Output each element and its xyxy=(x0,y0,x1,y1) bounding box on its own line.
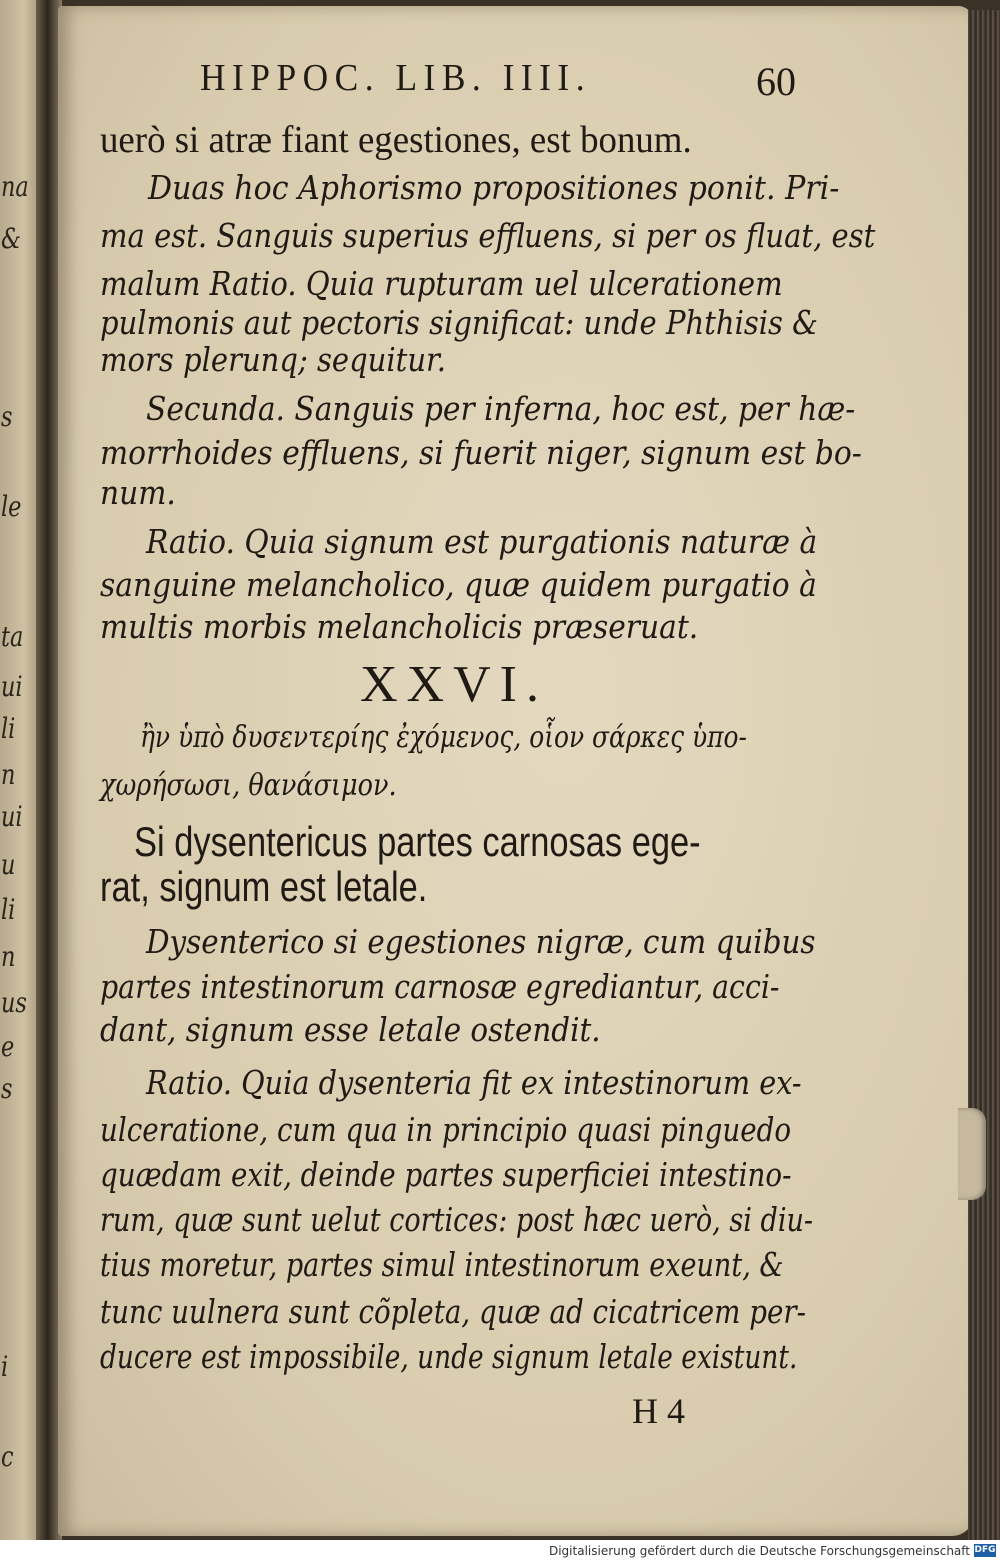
text-line: uerò si atræ fiant egestiones, est bonum. xyxy=(100,119,692,161)
margin-fragment: n xyxy=(1,940,16,973)
text-line: num. xyxy=(100,473,176,512)
text-line: quædam exit, deinde partes superficiei intestino- xyxy=(100,1155,792,1194)
greek-line: ἢν ὑπὸ δυσεντερίης ἐχόμενος, οἷον σάρκες ὑπο- xyxy=(140,720,747,755)
margin-fragment: s xyxy=(1,1072,13,1105)
margin-fragment: le xyxy=(1,490,22,523)
text-line: tius moretur, partes simul intestinorum exeunt, & xyxy=(100,1245,784,1284)
text-line: morrhoides effluens, si fuerit niger, signum est bo- xyxy=(100,433,862,472)
facing-page-edge xyxy=(0,0,40,1540)
dfg-logo-icon: DFG xyxy=(974,1545,996,1555)
footer-bar xyxy=(0,1540,1000,1562)
text-line: ulceratione, cum qua in principio quasi pinguedo xyxy=(100,1110,792,1149)
text-line: Ratio. Quia signum est purgationis naturæ à xyxy=(146,522,818,561)
margin-fragment: e xyxy=(1,1030,15,1063)
text-line: partes intestinorum carnosæ egrediantur, acci- xyxy=(100,967,780,1006)
margin-fragment: n xyxy=(1,758,16,791)
text-line: rum, quæ sunt uelut cortices: post hæc uerò, si diu- xyxy=(100,1200,814,1239)
text-line: ma est. Sanguis superius effluens, si per os fluat, est xyxy=(100,216,876,255)
margin-fragment: s xyxy=(1,400,13,433)
text-line: ducere est impossibile, unde signum letale existunt. xyxy=(100,1337,798,1376)
margin-fragment: ui xyxy=(1,670,23,703)
text-line: dant, signum esse letale ostendit. xyxy=(100,1010,601,1049)
text-line: mors plerunq; sequitur. xyxy=(100,340,446,379)
text-line: Secunda. Sanguis per inferna, hoc est, per hæ- xyxy=(146,389,856,428)
text-line: tunc uulnera sunt cõpleta, quæ ad cicatricem per- xyxy=(100,1292,807,1331)
text-line: malum Ratio. Quia rupturam uel ulcerationem xyxy=(100,264,783,303)
text-line: pulmonis aut pectoris significat: unde Phthisis & xyxy=(100,303,819,342)
aphorism-line: rat, signum est letale. xyxy=(100,863,428,910)
margin-fragment: li xyxy=(1,893,16,926)
margin-fragment: c xyxy=(1,1440,14,1473)
margin-fragment: ta xyxy=(1,620,24,653)
margin-fragment: na xyxy=(1,170,29,203)
signature-mark: H 4 xyxy=(632,1391,685,1431)
running-title: HIPPOC. LIB. IIII. xyxy=(200,57,592,99)
margin-fragment: u xyxy=(1,848,16,881)
margin-fragment: & xyxy=(1,222,21,255)
aphorism-line: Si dysentericus partes carnosas ege- xyxy=(134,818,701,865)
footer-credit: Digitalisierung gefördert durch die Deutsche Forschungsgemeinschaft xyxy=(548,1544,970,1558)
text-line: Dysenterico si egestiones nigræ, cum quibus xyxy=(146,922,816,961)
margin-fragment: us xyxy=(1,986,27,1019)
section-heading: XXVI. xyxy=(360,656,548,713)
page-clip xyxy=(958,1108,986,1200)
page-edges xyxy=(968,10,1000,1540)
text-line: Ratio. Quia dysenteria fit ex intestinorum ex- xyxy=(146,1063,802,1102)
margin-fragment: i xyxy=(1,1350,9,1383)
margin-fragment: li xyxy=(1,712,16,745)
text-line: sanguine melancholico, quæ quidem purgatio à xyxy=(100,565,817,604)
text-line: Duas hoc Aphorismo propositiones ponit. Pri- xyxy=(148,168,840,207)
text-line: multis morbis melancholicis præseruat. xyxy=(100,607,699,646)
greek-line: χωρήσωσι, θανάσιμον. xyxy=(100,768,397,803)
margin-fragment: ui xyxy=(1,800,23,833)
page-number: 60 xyxy=(756,59,796,104)
